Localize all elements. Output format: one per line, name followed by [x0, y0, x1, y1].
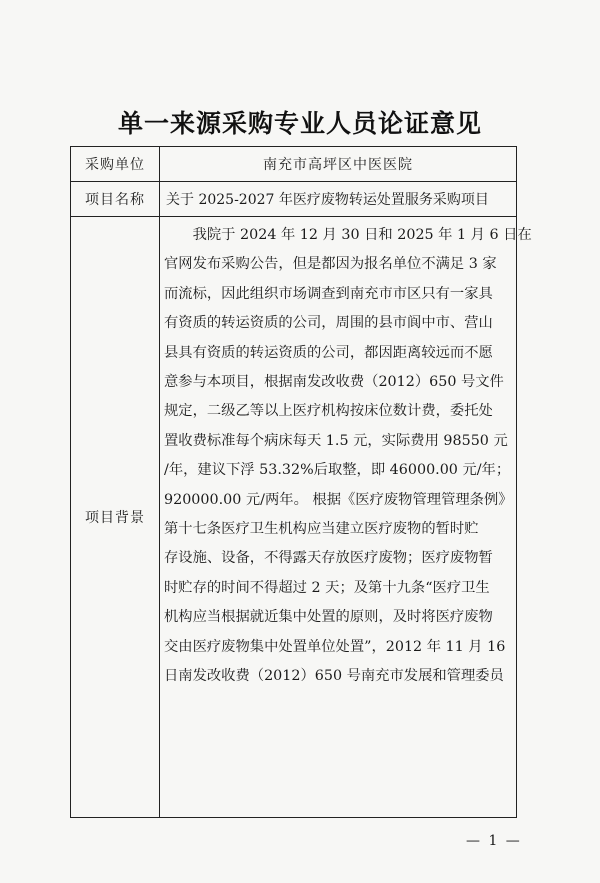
background-line: 而流标，因此组织市场调查到南充市市区只有一家具: [164, 285, 493, 302]
purchaser-value: 南充市高坪区中医医院: [160, 147, 517, 182]
table-row-background: [71, 217, 517, 818]
page-number: — 1 —: [466, 833, 522, 849]
background-paragraph: [160, 217, 532, 692]
demonstration-form-table: [70, 146, 532, 818]
background-line: 我院于 2024 年 12 月 30 日和 2025 年 1 月 6 日在: [164, 227, 532, 243]
background-line: 第十七条医疗卫生机构应当建立医疗废物的暂时贮: [164, 521, 479, 538]
background-line: /年，建议下浮 53.32%后取整，即 46000.00 元/年；: [164, 462, 511, 479]
table-row-purchaser: [71, 147, 517, 182]
background-line: 有资质的转运资质的公司，周围的县市阆中市、营山: [164, 315, 493, 332]
background-line: 交由医疗废物集中处置单位处置”，2012 年 11 月 16: [164, 638, 506, 655]
background-label: 项目背景: [71, 217, 160, 818]
table-row-project: [71, 182, 517, 217]
background-content: [160, 217, 532, 818]
background-line: 时贮存的时间不得超过 2 天；及第十九条“医疗卫生: [164, 579, 490, 596]
background-line: 意参与本项目，根据南发改收费（2012）650 号文件: [164, 374, 504, 391]
background-line: 官网发布采购公告，但是都因为报名单位不满足 3 家: [164, 256, 497, 273]
purchaser-label: 采购单位: [71, 147, 160, 182]
background-line: 存设施、设备，不得露天存放医疗废物；医疗废物暂: [164, 550, 493, 567]
background-line: 920000.00 元/两年。 根据《医疗废物管理管理条例》: [164, 491, 513, 508]
project-label: 项目名称: [71, 182, 160, 217]
background-line: 日南发改收费（2012）650 号南充市发展和管理委员: [164, 668, 504, 685]
background-line: 规定，二级乙等以上医疗机构按床位数计费，委托处: [164, 403, 493, 420]
background-line: 机构应当根据就近集中处置的原则，及时将医疗废物: [164, 609, 493, 626]
document-title: 单一来源采购专业人员论证意见: [117, 109, 482, 138]
background-line: 置收费标准每个病床每天 1.5 元，实际费用 98550 元: [164, 432, 508, 449]
background-line: 县具有资质的转运资质的公司，都因距离较远而不愿: [164, 344, 493, 361]
project-value: 关于 2025-2027 年医疗废物转运处置服务采购项目: [160, 182, 517, 217]
